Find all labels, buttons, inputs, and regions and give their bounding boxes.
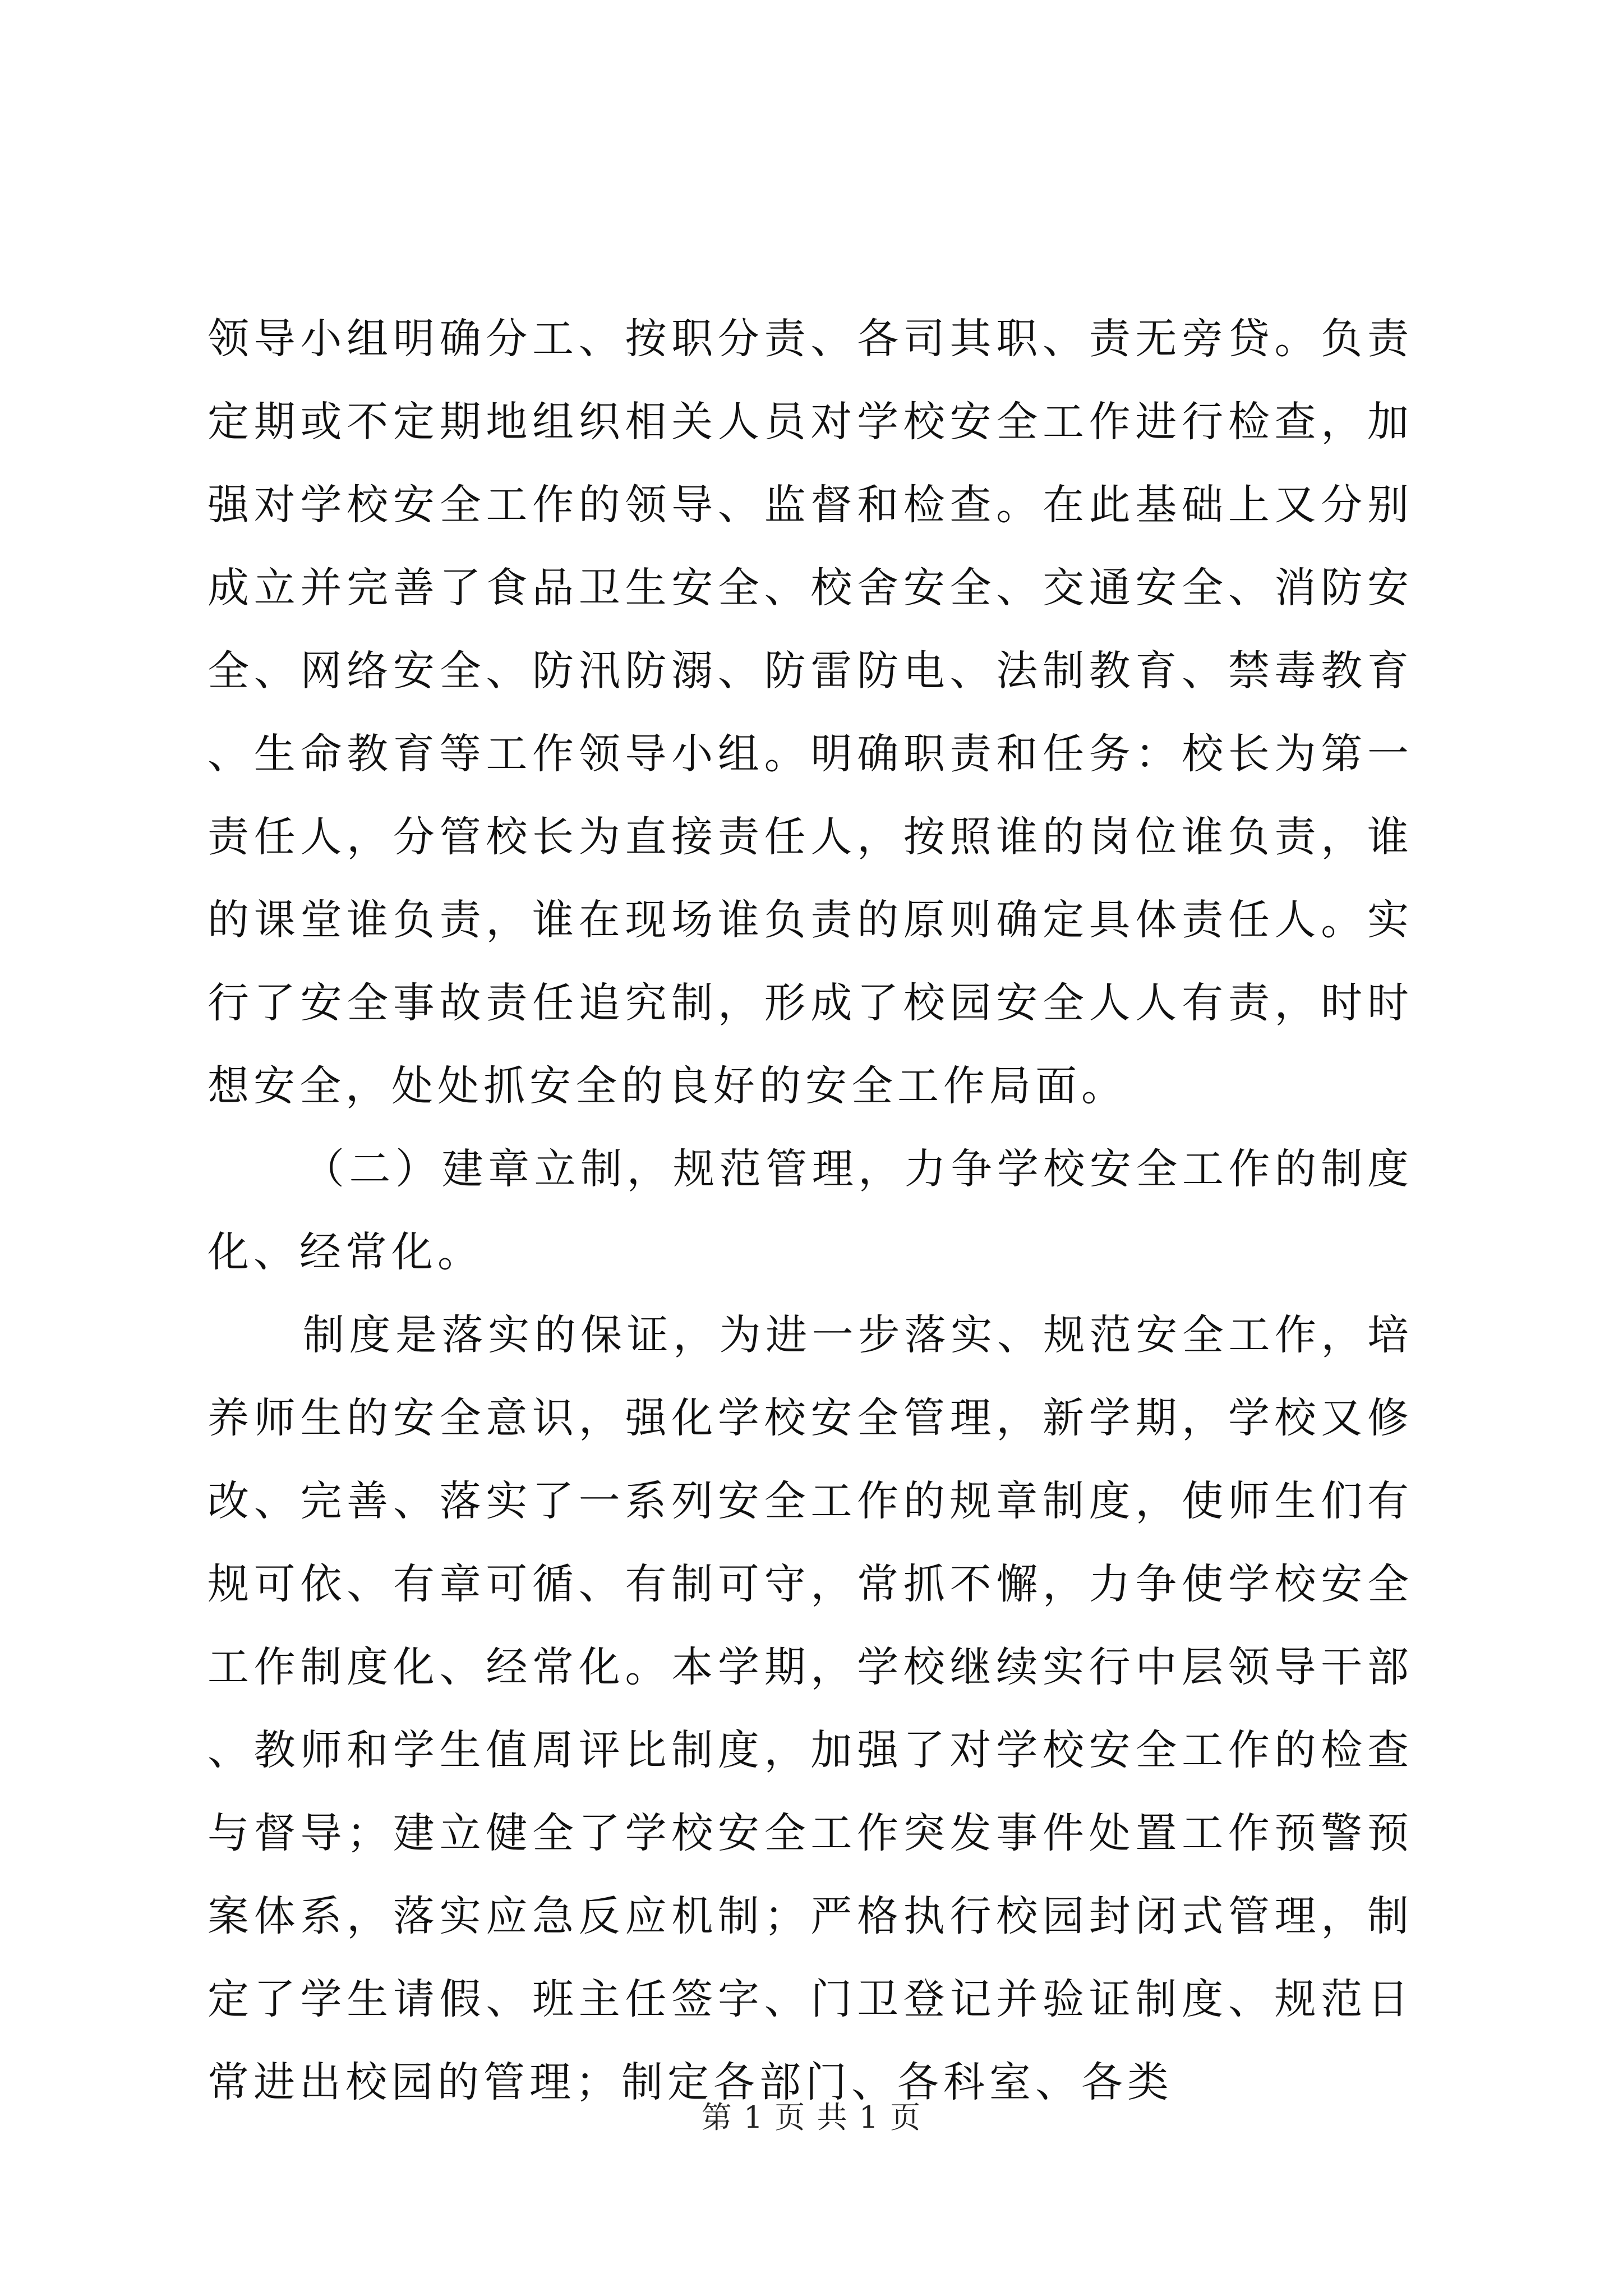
document-body <box>208 297 1413 2124</box>
paragraph-2-heading: （二）建章立制，规范管理，力争学校安全工作的制度化、经常化。 <box>208 1145 1413 1276</box>
paragraph-1: 领导小组明确分工、按职分责、各司其职、责无旁贷。负责定期或不定期地组织相关人员对学校安全工作进行检查，加强对学校安全工作的领导、监督和检查。在此基础上又分别成立并完善了食品卫生安全、校舍安全、交通安全、消防安全、网络安全、防汛防溺、防雷防电、法制教育、禁毒教育、生命教育等工作领导小组。明确职责和任务：校长为第一责任人，分管校长为直接责任人，按照谁的岗位谁负责，谁的课堂谁负责，谁在现场谁负责的原则确定具体责任人。实行了安全事故责任追究制，形成了校园安全人人有责，时时想安全，处处抓安全的良好的安全工作局面。 <box>208 315 1413 1110</box>
page-footer: 第 1 页 共 1 页 <box>701 2100 922 2135</box>
paragraph-3: 制度是落实的保证，为进一步落实、规范安全工作，培养师生的安全意识，强化学校安全管理，新学期，学校又修改、完善、落实了一系列安全工作的规章制度，使师生们有规可依、有章可循、有制可守，常抓不懈，力争使学校安全工作制度化、经常化。本学期，学校继续实行中层领导干部、教师和学生值周评比制度，加强了对学校安全工作的检查与督导；建立健全了学校安全工作突发事件处置工作预警预案体系，落实应急反应机制；严格执行校园封闭式管理，制定了学生请假、班主任签字、门卫登记并验证制度、规范日常进出校园的管理；制定各部门、各科室、各类 <box>208 1311 1413 2106</box>
